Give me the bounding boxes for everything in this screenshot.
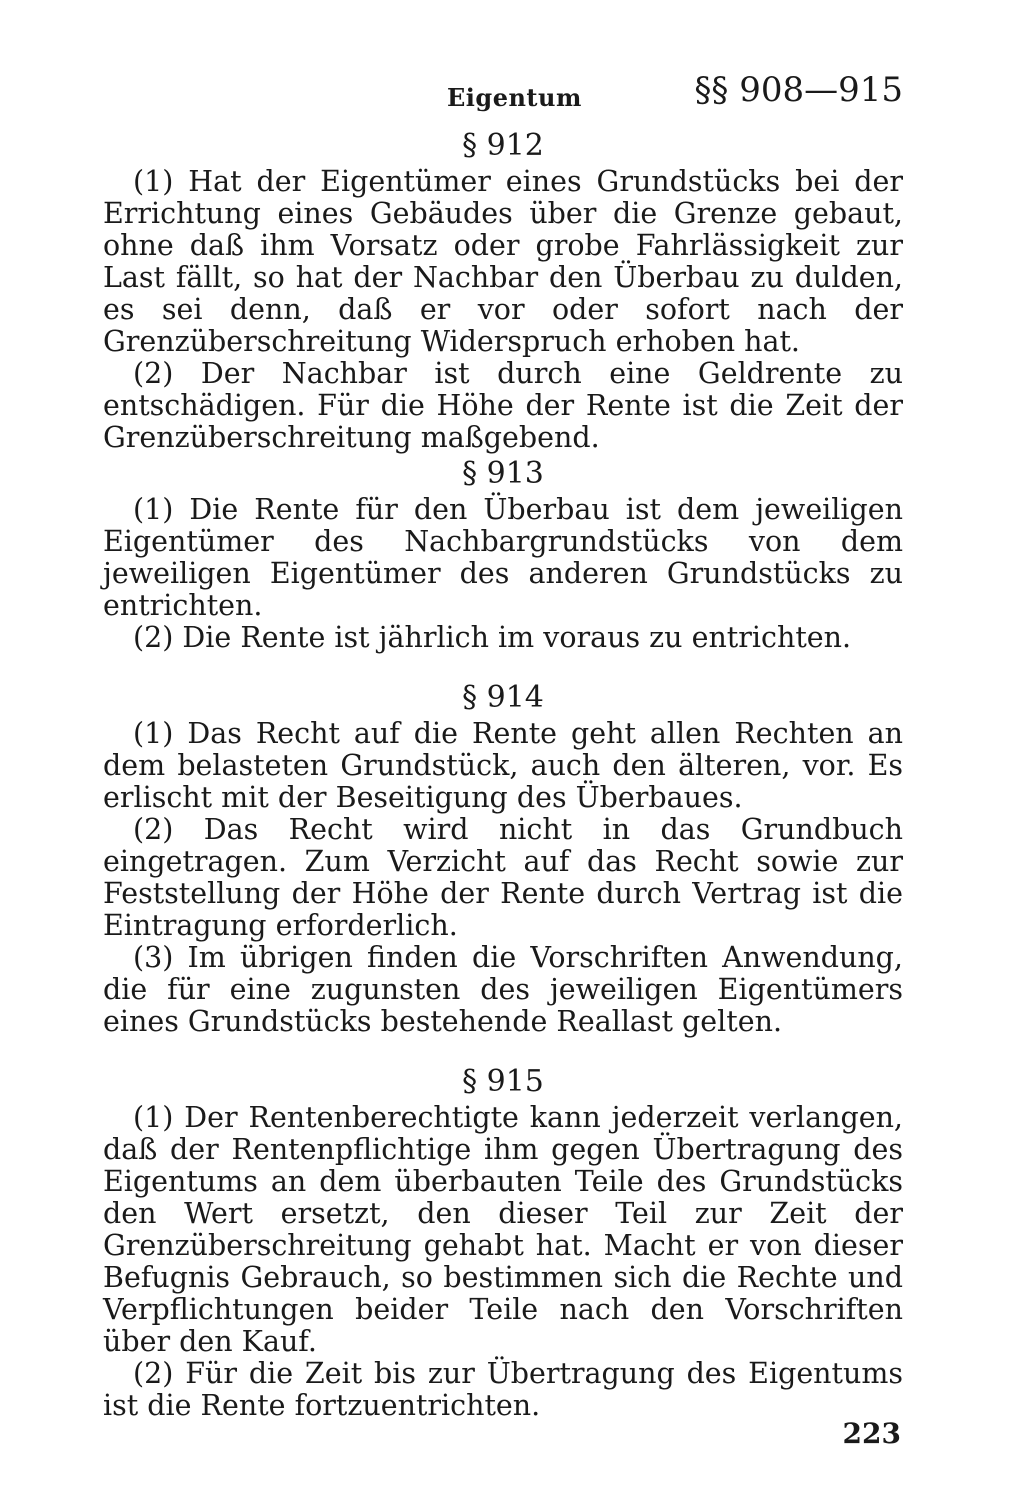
section-913-paragraph-2: (2) Die Rente ist jährlich im voraus zu entrichten. [133,621,852,654]
section-912-paragraph-2: (2) Der Nachbar ist durch eine Geldrente zu entschädigen. Für die Höhe der Rente ist die Zeit der Grenzüberschreitung maßgebend. [103,357,903,454]
page-header [103,70,903,126]
section-914-paragraph-2: (2) Das Recht wird nicht in das Grundbuch eingetragen. Zum Verzicht auf das Recht sowie zur Feststellung der Höhe der Rente durch Vertrag ist die Eintragung erforderlich. [103,813,903,942]
section-915-paragraph-1: (1) Der Rentenberechtigte kann jederzeit verlangen, daß der Rentenpflichtige ihm gegen Übertragung des Eigentums an dem überbauten Teile des Grundstücks den Wert ersetzt, den dieser Teil zur Zeit der Grenzüberschreitung gehabt hat. Macht er von dieser Befugnis Gebrauch, so bestimmen sich die Rechte und Verpflichtungen beider Teile nach den Vorschriften über den Kauf. [103,1101,903,1358]
section-913-paragraph-1: (1) Die Rente für den Überbau ist dem jeweiligen Eigentümer des Nachbargrundstücks von dem jeweiligen Eigentümer des anderen Grundstücks zu entrichten. [103,493,903,622]
section-914-title: § 914 [462,680,544,715]
running-title: Eigentum [447,83,582,112]
book-page [103,70,903,1450]
section-912-title: § 912 [462,128,544,163]
section-914-paragraph-3: (3) Im übrigen finden die Vorschriften Anwendung, die für eine zugunsten des jeweiligen Eigentümers eines Grundstücks bestehende Reallast gelten. [103,941,903,1038]
section-915-title: § 915 [462,1064,544,1099]
section-914-paragraph-1: (1) Das Recht auf die Rente geht allen Rechten an dem belasteten Grundstück, auch den älteren, vor. Es erlischt mit der Beseitigung des Überbaues. [103,717,903,814]
section-913-title: § 913 [462,456,544,491]
section-gap [103,1038,903,1062]
section-915-paragraph-2: (2) Für die Zeit bis zur Übertragung des Eigentums ist die Rente fortzuentrichten. [103,1357,903,1422]
section-gap [103,654,903,678]
page-number: 223 [842,1417,901,1450]
section-range: §§ 908—915 [694,70,903,110]
section-912-paragraph-1: (1) Hat der Eigentümer eines Grundstücks bei der Errichtung eines Gebäudes über die Grenze gebaut, ohne daß ihm Vorsatz oder grobe Fahrlässigkeit zur Last fällt, so hat der Nachbar den Überbau zu dulden, es sei denn, daß er vor oder sofort nach der Grenzüberschreitung Widerspruch erhoben hat. [103,165,903,358]
